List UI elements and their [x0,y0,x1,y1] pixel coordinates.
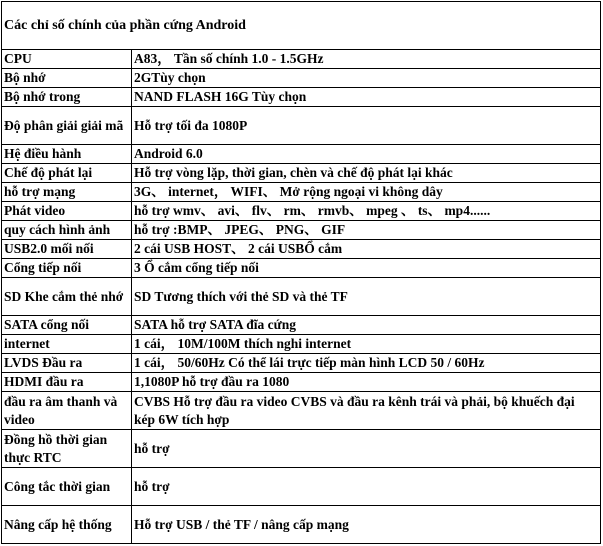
spec-label: Hệ điều hành [2,145,132,164]
spec-value: 3 Ổ cắm cổng tiếp nối [132,259,601,278]
spec-label: Phát video [2,202,132,221]
spec-value: SD Tương thích với thẻ SD và thẻ TF [132,278,601,316]
table-title: Các chỉ số chính của phần cứng Android [2,2,601,50]
spec-label: Cổng tiếp nối [2,259,132,278]
table-row [2,354,601,373]
spec-label: HDMI đầu ra [2,373,132,392]
spec-value: hỗ trợ [132,468,601,506]
spec-value: Hỗ trợ tối đa 1080P [132,107,601,145]
table-row [2,221,601,240]
table-row [2,392,601,430]
spec-value: hỗ trợ wmv、 avi、 flv、 rm、 rmvb、 mpeg 、 ts、 mp4...... [132,202,601,221]
spec-value: hỗ trợ :BMP、 JPEG、 PNG、 GIF [132,221,601,240]
hardware-spec-table [1,1,601,544]
table-row [2,506,601,544]
spec-label: Bộ nhớ trong [2,88,132,107]
table-row [2,69,601,88]
table-row [2,316,601,335]
spec-value: 1 cái， 50/60Hz Có thể lái trực tiếp màn hình LCD 50 / 60Hz [132,354,601,373]
table-row [2,183,601,202]
spec-label: quy cách hình ảnh [2,221,132,240]
title-row [2,2,601,50]
table-row [2,430,601,468]
spec-value: A83， Tần số chính 1.0 - 1.5GHz [132,50,601,69]
table-row [2,259,601,278]
spec-label: Độ phân giải giải mã [2,107,132,145]
spec-value: CVBS Hỗ trợ đầu ra video CVBS và đầu ra kênh trái và phải, bộ khuếch đại kép 6W tích hợp [132,392,601,430]
spec-label: SD Khe cắm thẻ nhớ [2,278,132,316]
table-row [2,335,601,354]
table-row [2,88,601,107]
spec-label: Đồng hồ thời gian thực RTC [2,430,132,468]
spec-value: Hỗ trợ vòng lặp, thời gian, chèn và chế độ phát lại khác [132,164,601,183]
spec-value: 2GTùy chọn [132,69,601,88]
spec-value: 1 cái， 10M/100M thích nghi internet [132,335,601,354]
spec-label: Bộ nhớ [2,69,132,88]
spec-value: hỗ trợ [132,430,601,468]
spec-label: Nâng cấp hệ thống [2,506,132,544]
spec-value: 3G、 internet， WIFI、 Mở rộng ngoại vi không dây [132,183,601,202]
spec-value: Android 6.0 [132,145,601,164]
spec-label: LVDS Đầu ra [2,354,132,373]
spec-label: hỗ trợ mạng [2,183,132,202]
spec-label: internet [2,335,132,354]
table-row [2,145,601,164]
table-row [2,50,601,69]
table-row [2,107,601,145]
spec-value: SATA hỗ trợ SATA đĩa cứng [132,316,601,335]
table-row [2,164,601,183]
spec-label: SATA cổng nối [2,316,132,335]
table-row [2,278,601,316]
table-row [2,468,601,506]
spec-value: NAND FLASH 16G Tùy chọn [132,88,601,107]
spec-label: CPU [2,50,132,69]
spec-label: Công tắc thời gian [2,468,132,506]
spec-value: 1,1080P hỗ trợ đầu ra 1080 [132,373,601,392]
spec-label: USB2.0 mối nối [2,240,132,259]
spec-label: đầu ra âm thanh và video [2,392,132,430]
table-row [2,373,601,392]
table-row [2,202,601,221]
spec-value: Hỗ trợ USB / thẻ TF / nâng cấp mạng [132,506,601,544]
spec-value: 2 cái USB HOST、 2 cái USBỔ cắm [132,240,601,259]
spec-label: Chế độ phát lại [2,164,132,183]
table-row [2,240,601,259]
